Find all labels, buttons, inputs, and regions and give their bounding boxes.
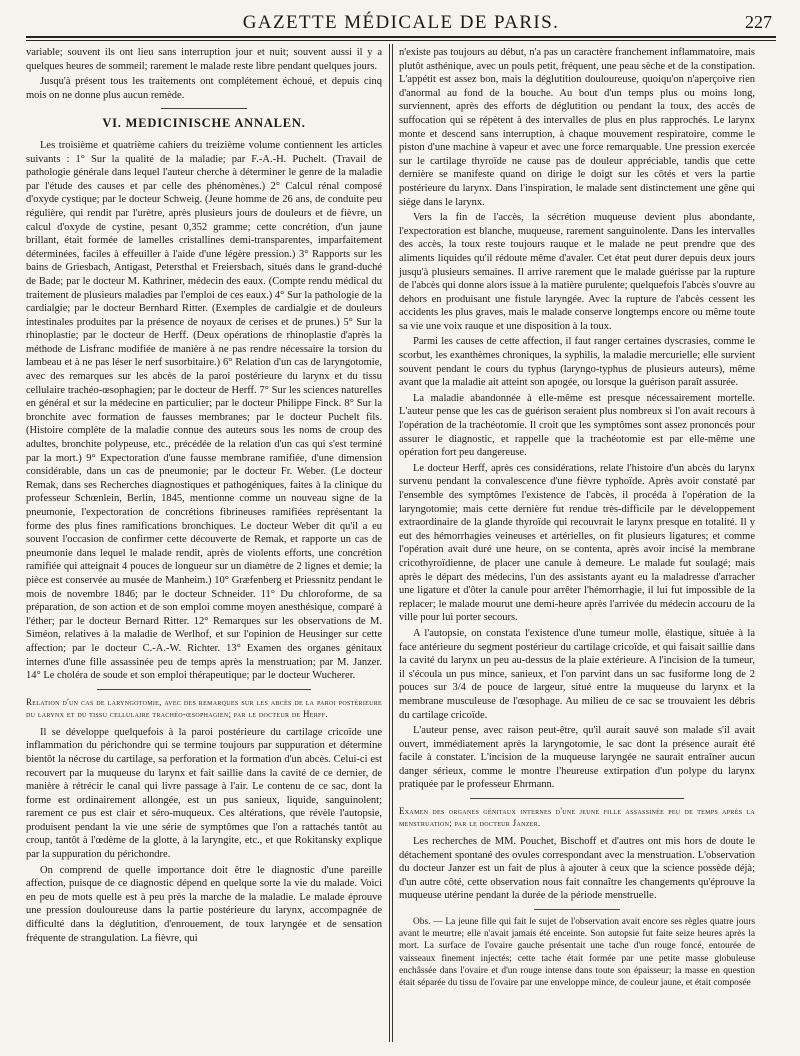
separator [97, 689, 311, 690]
paragraph: La maladie abandonnée à elle-même est presque nécessairement mortelle. L'auteur pense que les cas de guérison seraient plus nombreux si l'on avait recours à l'opération de la trachéotomie. Il croit que les symptômes sont assez prononcés pour assurer le diagnostic, et rappelle que la trachéotomie est par elle-même une opération fort peu dangereuse. [399, 392, 755, 459]
paragraph: Parmi les causes de cette affection, il faut ranger certaines dyscrasies, comme le scorbut, les exanthèmes chroniques, la syphilis, la maladie mercurielle; elle survient souvent pendant le cours du typhus (laryngo-typhus de plusieurs auteurs), même avant que la maladie ait atteint son apogée, ou lorsque la guérison paraît assurée. [399, 336, 755, 389]
paragraph: On comprend de quelle importance doit être le diagnostic d'une pareille affection, puisque de ce diagnostic dépend en quelque sorte la vie du malade. Voici en peu de mots quelle est à peu près la marche de la maladie. Le malade éprouve une pression douloureuse dans la partie postérieure du larynx, accompagnée de difficulté dans la déglutition, d'enrouement, de toux laryngée et de sensation fréquente de strangulation. La fièvre, qui [26, 864, 382, 944]
separator [161, 108, 246, 109]
paragraph: A l'autopsie, on constata l'existence d'une tumeur molle, élastique, située à la face antérieure du segment postérieur du cartilage cricoïde, et qui faisait saillie dans la cavité du larynx un peu au-dessus de la plaie extérieure. A l'incision de la tumeur, il s'écoula un pus mince, sanieux, et l'on parvint dans un sac fusiforme long de 2 pouces sur 3/4 de pouce de largeur, situé entre la muqueuse du larynx et la membrane musculeuse de l'œsophage. Au milieu de ce sac se trouvaient les débris du cartilage cricoïde. [399, 627, 755, 721]
paragraph: Vers la fin de l'accès, la sécrétion muqueuse devient plus abondante, l'expectoration est blanche, muqueuse, rarement sanguinolente. Dans les intervalles des accès, la toux reste toujours rauque et le malade ne peut prendre que des aliments liquides qu'il rédoute même d'avaler. Cet état peut durer depuis deux jours jusqu'à plusieurs semaines. Il arrive rarement que le malade guérisse par la rupture de l'abcès qui donne alors issue à la matière purulente; quelquefois l'abcès s'ouvre au dehors en produisant une fistule laryngée. Avec la rupture de l'abcès cessent les accidents les plus graves, mais le malade conserve longtemps encore ou même toute sa vie une voix rauque et une disposition à la toux. [399, 212, 755, 332]
paragraph: Il se développe quelquefois à la paroi postérieure du cartilage cricoïde une inflammation du périchondre qui se termine toujours par suppuration et détermine bientôt la nécrose du cartilage, sa perforation et la formation d'un abcès. Celui-ci est recouvert par la muqueuse du larynx et fait saillie dans la cavité de ce dernier, de manière à rétrécir le canal qui livre passage à l'air. Le contenu de ce sac, dont la forme est ordinairement allongée, est un pus sanieux, liquide, sanguinolent; rarement ce pus est clair et séro-muqueux. Ces altérations, que révèle l'autopsie, produisent pendant la vie une série de symptômes que l'on a rattachés tantôt au croup, tantôt à l'œdème de la glotte, à la laryngite, etc., et que Rokitansky explique par la suppuration du périchondre. [26, 726, 382, 861]
paragraph: Le docteur Herff, après ces considérations, relate l'histoire d'un abcès du larynx survenu pendant la convalescence d'une fièvre typhoïde. Après avoir constaté par l'ensemble des symptômes l'existence de l'abcès, il procéda à l'opération de la laryngotomie; mais cette dernière fut rendue très-difficile par le développement extraordinaire de la glande thyroïde qui recouvrait le larynx presque en totalité. Il y eut des hémorrhagies veineuses et artérielles, on fit plusieurs ligatures; et comme l'opération avait duré une heure, on se contenta, après avoir incisé la membrane cricothyroïdienne, de placer une canule à demeure. Le malade fut soulagé; mais après le départ des médecins, l'un des assistants ayant eu la maladresse d'arracher une ligature et d'ôter la canule pour arrêter l'hémorrhagie, il lui fut impossible de la replacer; le malade mourut une demi-heure après l'arrivée du médecin accouru de la ville pour lui porter secours. [399, 462, 755, 624]
header-rule-thin [26, 40, 776, 41]
running-header [26, 6, 776, 36]
column-divider-inner [392, 44, 393, 1042]
separator [470, 798, 684, 799]
paragraph: Jusqu'à présent tous les traitements ont complétement échoué, et depuis cinq mois on ne donne plus aucun remède. [26, 76, 382, 101]
paragraph: Les recherches de MM. Pouchet, Bischoff et d'autres ont mis hors de doute le détachement spontané des ovules correspondant avec la menstruation. L'observation du docteur Janzer est un fait de plus à ajouter à ceux que la science possède déjà; d'un autre côté, cette observation nous fait connaître les changements qu'éprouve la muqueuse utérine pendant la durée de la période menstruelle. [399, 836, 755, 902]
section-heading: VI. MEDICINISCHE ANNALEN. [102, 116, 306, 131]
paragraph: variable; souvent ils ont lieu sans interruption jour et nuit; souvent aussi il y a quelques heures de sommeil; rarement le malade reste libre pendant quelques jours. [26, 47, 382, 72]
paragraph: Les troisième et quatrième cahiers du treizième volume contiennent les articles suivants : 1° Sur la qualité de la maladie; par F.-A.-H. Puchelt. (Travail de pathologie générale dans lequel l'auteur cherche à déterminer le genre de la maladie par l'étude des causes et par celle des phénomènes.) 2° Calcul rénal composé d'oxyde cystique; par le docteur Schweig. (Jeune homme de 26 ans, de conduite peu régulière, qui rendit par l'urètre, après plusieurs jours de douleurs et de fièvre, un calcul d'oxyde de cystine, pesant 0,352 gramme; cette concrétion, d'un jaune brillant, était formée de lamelles cristallines demi-transparentes, imparfaitement déterminées, faciles à effeuiller à l'aide d'une légère pression.) 3° Rapports sur les bains de Griesbach, Antigast, Petersthal et Freiersbach, situés dans le grand-duché de Bade; par le docteur M. Kathriner, médecin des eaux. (Compte rendu médical du traitement de plusieurs maladies par l'emploi de ces eaux.) 4° Sur la pathologie de la cardialgie; par le docteur Bernhard Ritter. (Exemples de cardialgie et de douleurs intestinales produites par la présence de noyaux de cerises et de prunes.) 5° Sur la rhinoplastie; par le docteur de Herff. (Deux opérations de rhinoplastie d'après la méthode de Lisfranc modifiée de manière à ne pas rendre nécessaire la torsion du lambeau et à ne pas léser le nerf susorbitaire.) 6° Relation d'un cas de laryngotomie, avec des remarques sur les abcès de la paroi postérieure du larynx et du tissu cellulaire trachéo-œsophagien; par le docteur de Herff. 7° Sur les sciences naturelles en général et sur la médecine en particulier; par le docteur Philippe Finck. 8° Sur la bronchite avec formation de fausses membranes; par le docteur Puchelt fils. (Histoire complète de la maladie connue des auteurs sous les noms de croup des adultes, bronchite polypeuse, etc., précédée de la relation d'un cas qui s'est terminé par la mort.) 9° Expectoration d'une fausse membrane ramifiée, d'une dimension considérable, dans un cas de pneumonie; par le docteur Fr. Weber. (Le docteur Remak, dans ses Recherches diagnostiques et pathogéniques, faites à la clinique du professeur Schœnlein, Berlin, 1845, mentionne comme un nouveau signe de la pneumonie, l'expectoration de concrétions fibrineuses ramifiées représentant la forme des plus fines ramifications bronchiques. Le docteur Weber dit qu'il a eu souvent l'occasion de confirmer cette découverte de Remak, et rapporte un cas de pneumonie dans lequel le malade rendit, après de violents efforts, une concrétion ramifiée qui atteignait 4 pouces de longueur sur un diamètre de 2 lignes et demie; la pièce est conservée au musée de Manheim.) 10° Græfenberg et Priessnitz pendant le mois de novembre 1846; par le docteur Schneider. 11° Du chloroforme, de sa préparation, de son action et de son emploi comme moyen anesthésique, comparé à l'éther; par le docteur Bernard Ritter. 12° Remarques sur les observations de M. Siméon, relatives à la maladie de Werlhof, et sur l'opinion de Heusinger sur cette affection; par le docteur C.-A.-W. Richter. 13° Examen des organes génitaux internes d'une fille assassinée peu de temps après la menstruation; par M. Janzer. 14° Le choléra de soude et son emploi thérapeutique; par le docteur Wucherer. [26, 139, 382, 682]
paragraph: L'auteur pense, avec raison peut-être, qu'il aurait sauvé son malade s'il avait ouvert, immédiatement après la laryngotomie, le sac dont la présence aurait été facile à constater. L'incision de la muqueuse laryngée ne saurait entraîner aucun danger sérieux, comme le montre l'heureuse extirpation d'un polype du larynx pratiquée par le professeur Ehrmann. [399, 725, 755, 791]
paragraph: n'existe pas toujours au début, n'a pas un caractère franchement inflammatoire, mais plutôt asthénique, avec un pouls petit, fréquent, une peau sèche et de la constipation. L'appétit est assez bon, mais la déglutition douloureuse, quoiqu'on n'aperçoive rien d'anormal au fond de la bouche. Au bout d'un temps plus ou moins long, surviennent, après des efforts de déglutition ou pendant la toux, des accès de suffocation qui se répètent à des intervalles de plus en plus rapprochés. Le larynx monte et descend sans interruption, à chaque mouvement respiratoire, comme le piston d'une machine à vapeur et avec une force remarquable. Une pression exercée sur le cartilage thyroïde ne cause pas de douleur appréciable, tandis que cette dernière se manifeste quand on dirige le doigt sur les côtés et vers la partie postérieure du larynx. Dans l'inspiration, le malade sent distinctement une gêne qui siége dans le larynx. [399, 47, 755, 208]
journal-title: GAZETTE MÉDICALE DE PARIS. [242, 12, 560, 33]
article-title: Relation d'un cas de laryngotomie, avec des remarques sur les abcès de la paroi postérieure du larynx et du tissu cellulaire trachéo-œsophagien; par le docteur de Herff. [26, 696, 382, 719]
article-title: Examen des organes génitaux internes d'une jeune fille assassinée peu de temps après la menstruation; par le docteur Janzer. [399, 806, 755, 829]
header-rule [26, 36, 776, 38]
separator [534, 909, 619, 910]
page-number: 227 [745, 12, 772, 32]
observation-paragraph: Obs. — La jeune fille qui fait le sujet de l'observation avait encore ses règles quatre jours avant le meurtre; elle n'avait jamais été enceinte. Son autopsie fut faite seize heures après la mort. La surface de l'ovaire gauche présentait une tache d'un rouge foncé, entourée de vaisseaux finement injectés; cette tache était formée par une petite masse globuleuse enchâssée dans l'ovaire et d'un rouge intense dans toute son épaisseur; la masse en question était séparée du tissu de l'ovaire par une enveloppe mince, de couleur jaune, et était composée [399, 917, 755, 989]
left-column [26, 46, 382, 947]
right-column [399, 46, 755, 991]
column-divider [389, 44, 390, 1042]
